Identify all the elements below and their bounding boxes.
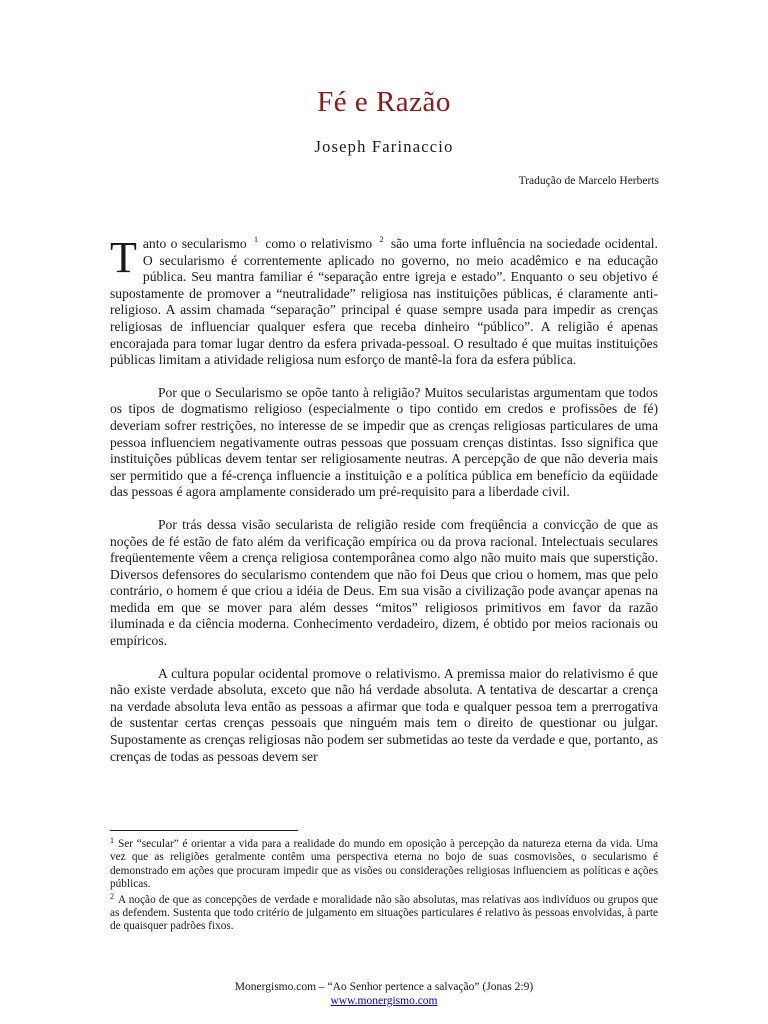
paragraph-4: A cultura popular ocidental promove o relativismo. A premissa maior do relativismo é que não existe verdade absoluta, exceto que não há verdade absoluta. A tentativa de descartar a crença na verdade absoluta leva então as pessoas a afirmar que toda e qualquer pessoa tem a prerrogativa de sustentar certas crenças pessoais que ninguém mais tem o direito de questionar ou julgar. Supostamente as crenças religiosas não podem ser submetidas ao teste da verdade e que, portanto, as crenças de todas as pessoas devem ser [110,665,658,764]
footnote-ref-2[interactable]: 2 [379,235,384,244]
footnote-1 [110,838,658,892]
paragraph-1-text-b: como o relativismo [265,236,373,251]
paragraph-1-text-a: anto o secularismo [142,236,247,251]
paragraph-1-text-c: são uma forte influência na sociedade ocidental. O secularismo é correntemente aplicado no governo, no meio acadêmico e na educação pública. Seu mantra familiar é “separação entre igreja e estado”. Enquanto o seu objetivo é supostamente de promover a “neutralidade” religiosa nas instituições públicas, é claramente anti-religioso. A assim chamada “separação” principal é quase sempre usada para impedir as crenças religiosas de influenciar qualquer esfera que receba dinheiro “público”. A religião é apenas encorajada para tomar lugar dentro da esfera privada-pessoal. O resultado é que muitas instituições públicas limitam a atividade religiosa num esforço de mantê-la fora da esfera pública. [110,236,658,368]
translator-credit: Tradução de Marcelo Herberts [518,175,659,187]
footnote-1-number: 1 [110,836,114,845]
footnote-2-number: 2 [110,891,114,901]
footer-link[interactable]: www.monergismo.com [330,995,438,1007]
paragraph-3: Por trás dessa visão secularista de religião reside com freqüência a convicção de que as noções de fé estão de fato além da verificação empírica ou da prova racional. Intelectuais seculares freqüentemente vêem a crença religiosa contemporânea como algo não muito mais que superstição. Diversos defensores do secularismo contendem que não foi Deus que criou o homem, mas que pelo contrário, o homem é que criou a idéia de Deus. Em sua visão a civilização pode avançar apenas na medida em que se mover para além desses “mitos” religiosos primitivos em favor da razão iluminada e da ciência moderna. Conhecimento verdadeiro, dizem, é obtido por meios racionais ou empíricos. [110,516,658,649]
footnotes [110,838,658,936]
article-body [110,233,658,781]
page-footer [0,980,768,1008]
paragraph-1 [110,233,658,369]
footnote-1-text: Ser “secular” é orientar a vida para a realidade do mundo em oposição à percepção da natureza eterna da vida. Uma vez que as religiões geralmente contêm uma perspectiva eterna no bojo de suas cosmovisões, o secularismo é demonstrado em ações que procuram impedir que as visões ou considerações religiosas influenciem as políticas e ações públicas. [110,838,658,891]
footnote-2-text: A noção de que as concepções de verdade e moralidade não são absolutas, mas relativas aos indivíduos ou grupos que as defendem. Sustenta que todo critério de julgamento em situações particulares é relativo às pessoas envolvidas, à parte de quaisquer padrões fixos. [110,893,658,933]
drop-cap: T [110,233,137,282]
footnote-ref-1[interactable]: 1 [254,235,259,244]
paragraph-2: Por que o Secularismo se opõe tanto à religião? Muitos secularistas argumentam que todos os tipos de dogmatismo religioso (especialmente o tipo contido em credos e profissões de fé) deveriam sofrer restrições, no interesse de se impedir que as crenças religiosas particulares de uma pessoa influenciem negativamente outras pessoas que possuam crenças distintas. Isso significa que instituições públicas devem tentar ser religiosamente neutras. A percepção de que não deveria mais ser permitido que a fé-crença influencie a instituição e a política pública em benefício da eqüidade das pessoas é agora amplamente considerado um pré-requisito para a liberdade civil. [110,384,658,500]
document-title: Fé e Razão [317,86,451,118]
footnote-divider [110,830,298,831]
document-author: Joseph Farinaccio [314,137,454,156]
footer-citation: Monergismo.com – “Ao Senhor pertence a salvação” (Jonas 2:9) [234,981,534,993]
footnote-2 [110,891,658,934]
